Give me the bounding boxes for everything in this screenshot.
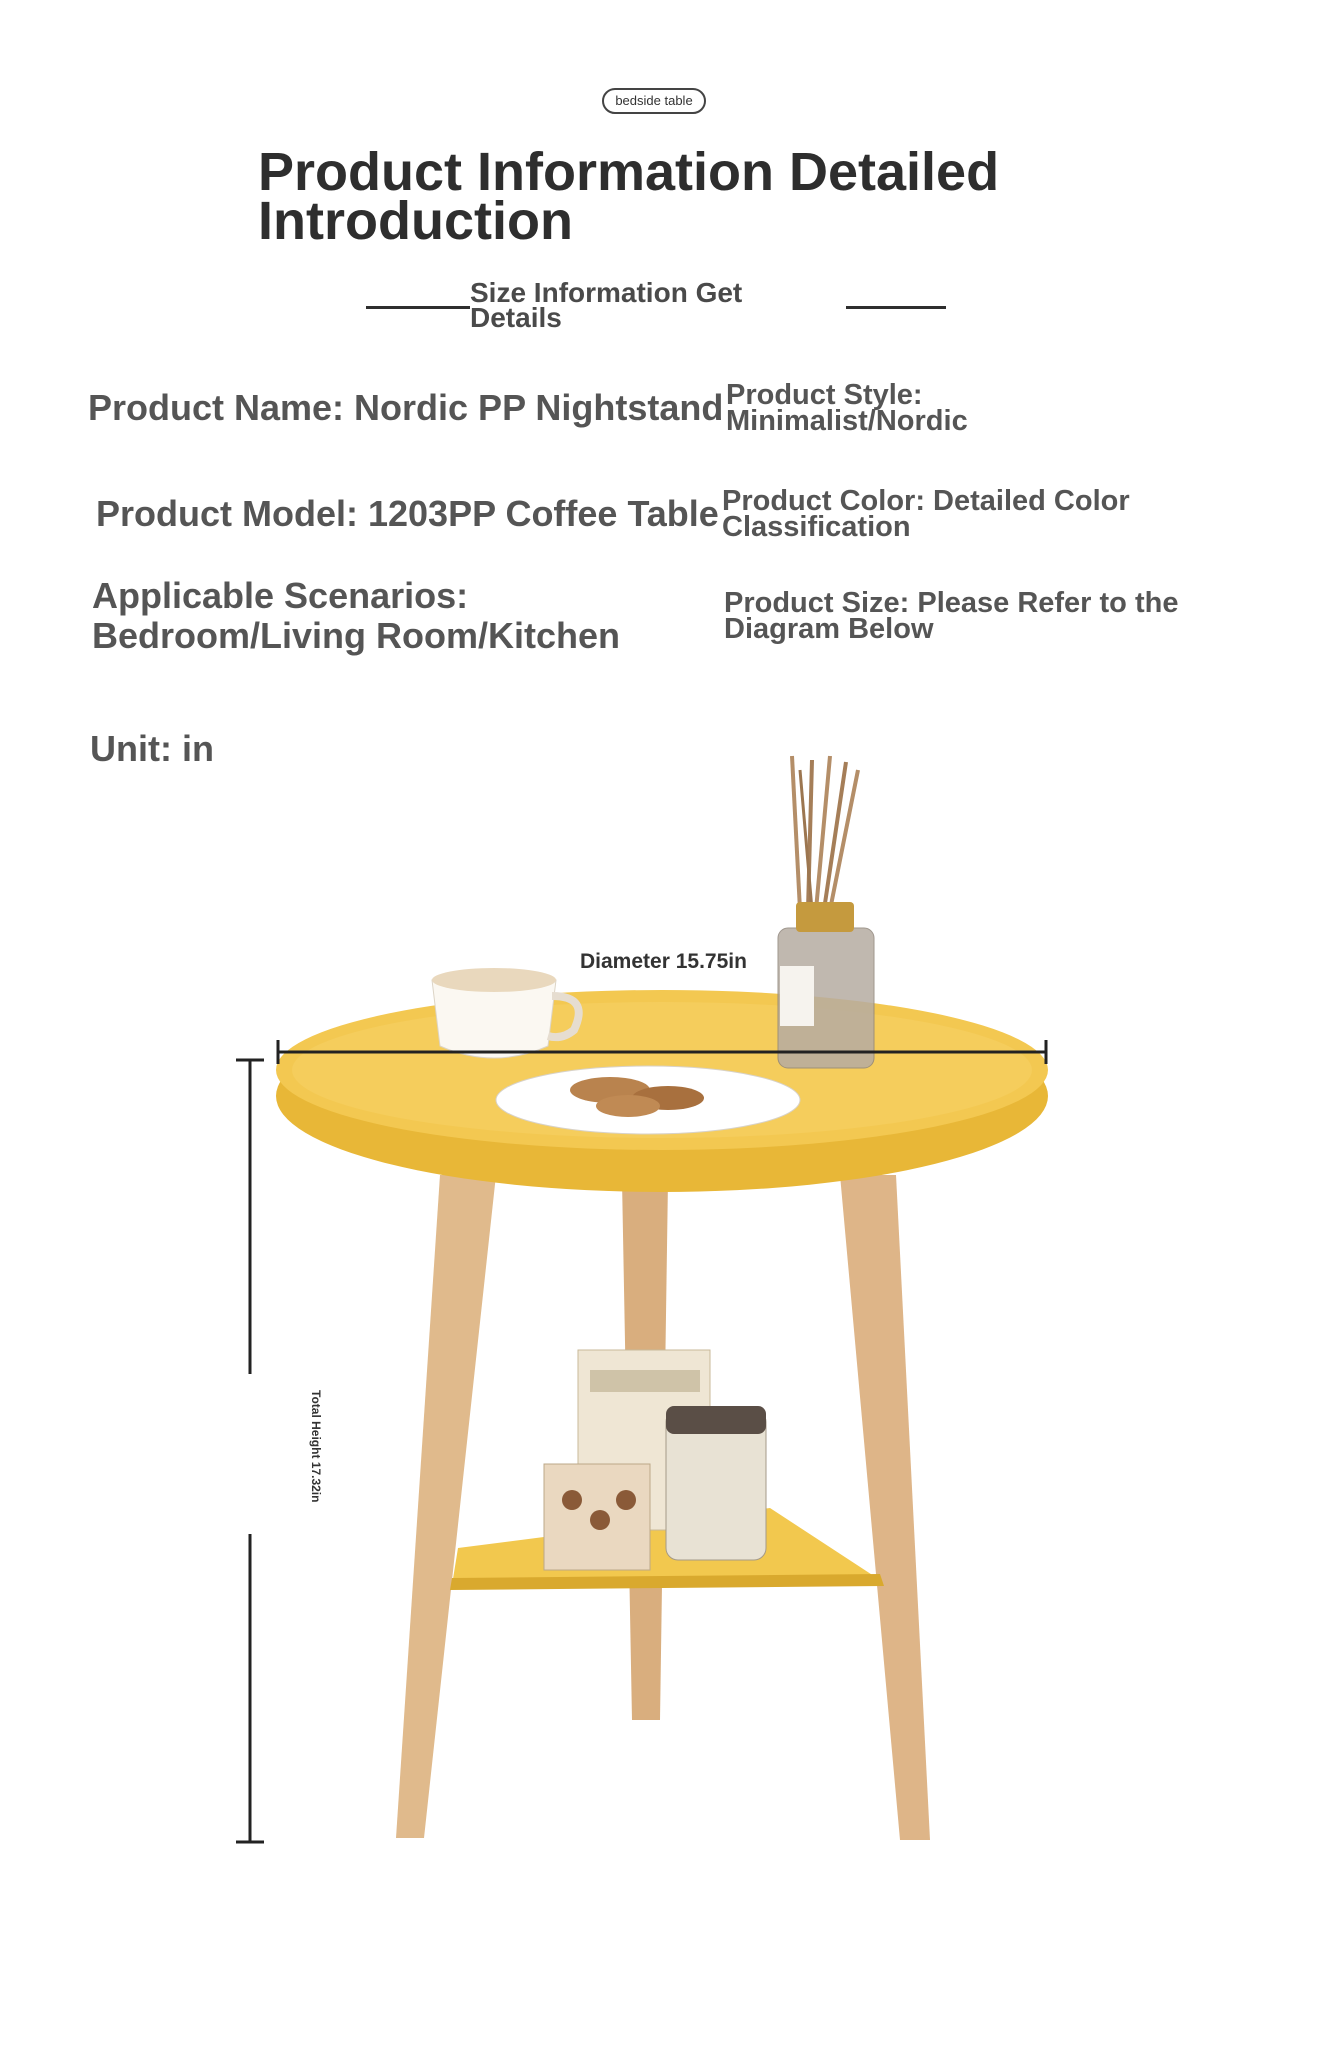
reed-diffuser xyxy=(778,756,874,1068)
page-title: Product Information Detailed Introduction xyxy=(258,142,1000,251)
product-size: Product Size: Please Refer to the Diagram Below xyxy=(724,587,1179,645)
product-style: Product Style: Minimalist/Nordic xyxy=(726,379,968,437)
diameter-label: Diameter 15.75in xyxy=(580,950,747,973)
product-model: Product Model: 1203PP Coffee Table xyxy=(96,493,719,534)
category-tag: bedside table xyxy=(602,88,706,114)
left-leg xyxy=(396,1175,496,1838)
unit-label: Unit: in xyxy=(90,728,214,769)
height-label: Total Height 17.32in xyxy=(309,1390,323,1503)
applicable-scenarios: Applicable Scenarios: Bedroom/Living Room/Kitchen xyxy=(92,575,621,656)
right-leg xyxy=(840,1175,930,1840)
product-color: Product Color: Detailed Color Classification xyxy=(722,485,1130,543)
section-subtitle: Size Information Get Details xyxy=(470,280,810,330)
product-name: Product Name: Nordic PP Nightstand xyxy=(88,387,724,428)
